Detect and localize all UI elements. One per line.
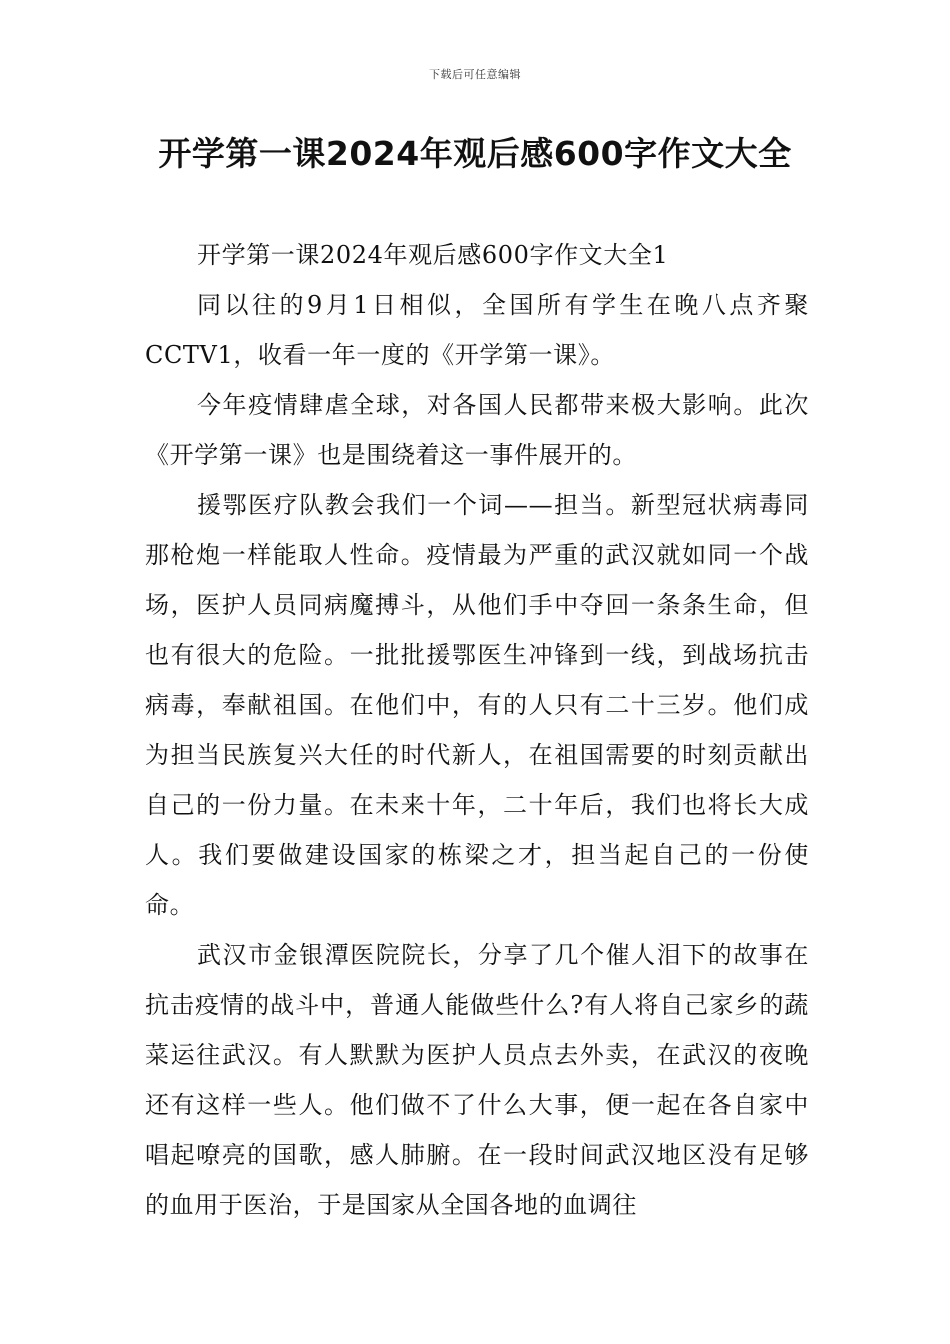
paragraph-subtitle: 开学第一课2024年观后感600字作文大全1 bbox=[197, 241, 669, 269]
paragraph: 武汉市金银潭医院院长，分享了几个催人泪下的故事在抗击疫情的战斗中，普通人能做些什么?有人将自己家乡的蔬菜运往武汉。有人默默为医护人员点去外卖，在武汉的夜晚还有这样一些人。他们做不了什么大事，便一起在各自家中唱起嘹亮的国歌，感人肺腑。在一段时间武汉地区没有足够的血用于医治，于是国家从全国各地的血调往 bbox=[145, 941, 809, 1219]
header-note: 下载后可任意编辑 bbox=[429, 68, 521, 81]
paragraph: 援鄂医疗队教会我们一个词——担当。新型冠状病毒同那枪炮一样能取人性命。疫情最为严重的武汉就如同一个战场，医护人员同病魔搏斗，从他们手中夺回一条条生命，但也有很大的危险。一批批援鄂医生冲锋到一线，到战场抗击病毒，奉献祖国。在他们中，有的人只有二十三岁。他们成为担当民族复兴大任的时代新人，在祖国需要的时刻贡献出自己的一份力量。在未来十年，二十年后，我们也将长大成人。我们要做建设国家的栋梁之才，担当起自己的一份使命。 bbox=[145, 491, 809, 919]
paragraph: 今年疫情肆虐全球，对各国人民都带来极大影响。此次《开学第一课》也是围绕着这一事件展开的。 bbox=[145, 391, 809, 469]
paragraph: 同以往的9月1日相似，全国所有学生在晚八点齐聚CCTV1，收看一年一度的《开学第一课》。 bbox=[145, 291, 809, 369]
document-body bbox=[145, 230, 809, 1230]
document-title: 开学第一课2024年观后感600字作文大全 bbox=[158, 134, 792, 173]
